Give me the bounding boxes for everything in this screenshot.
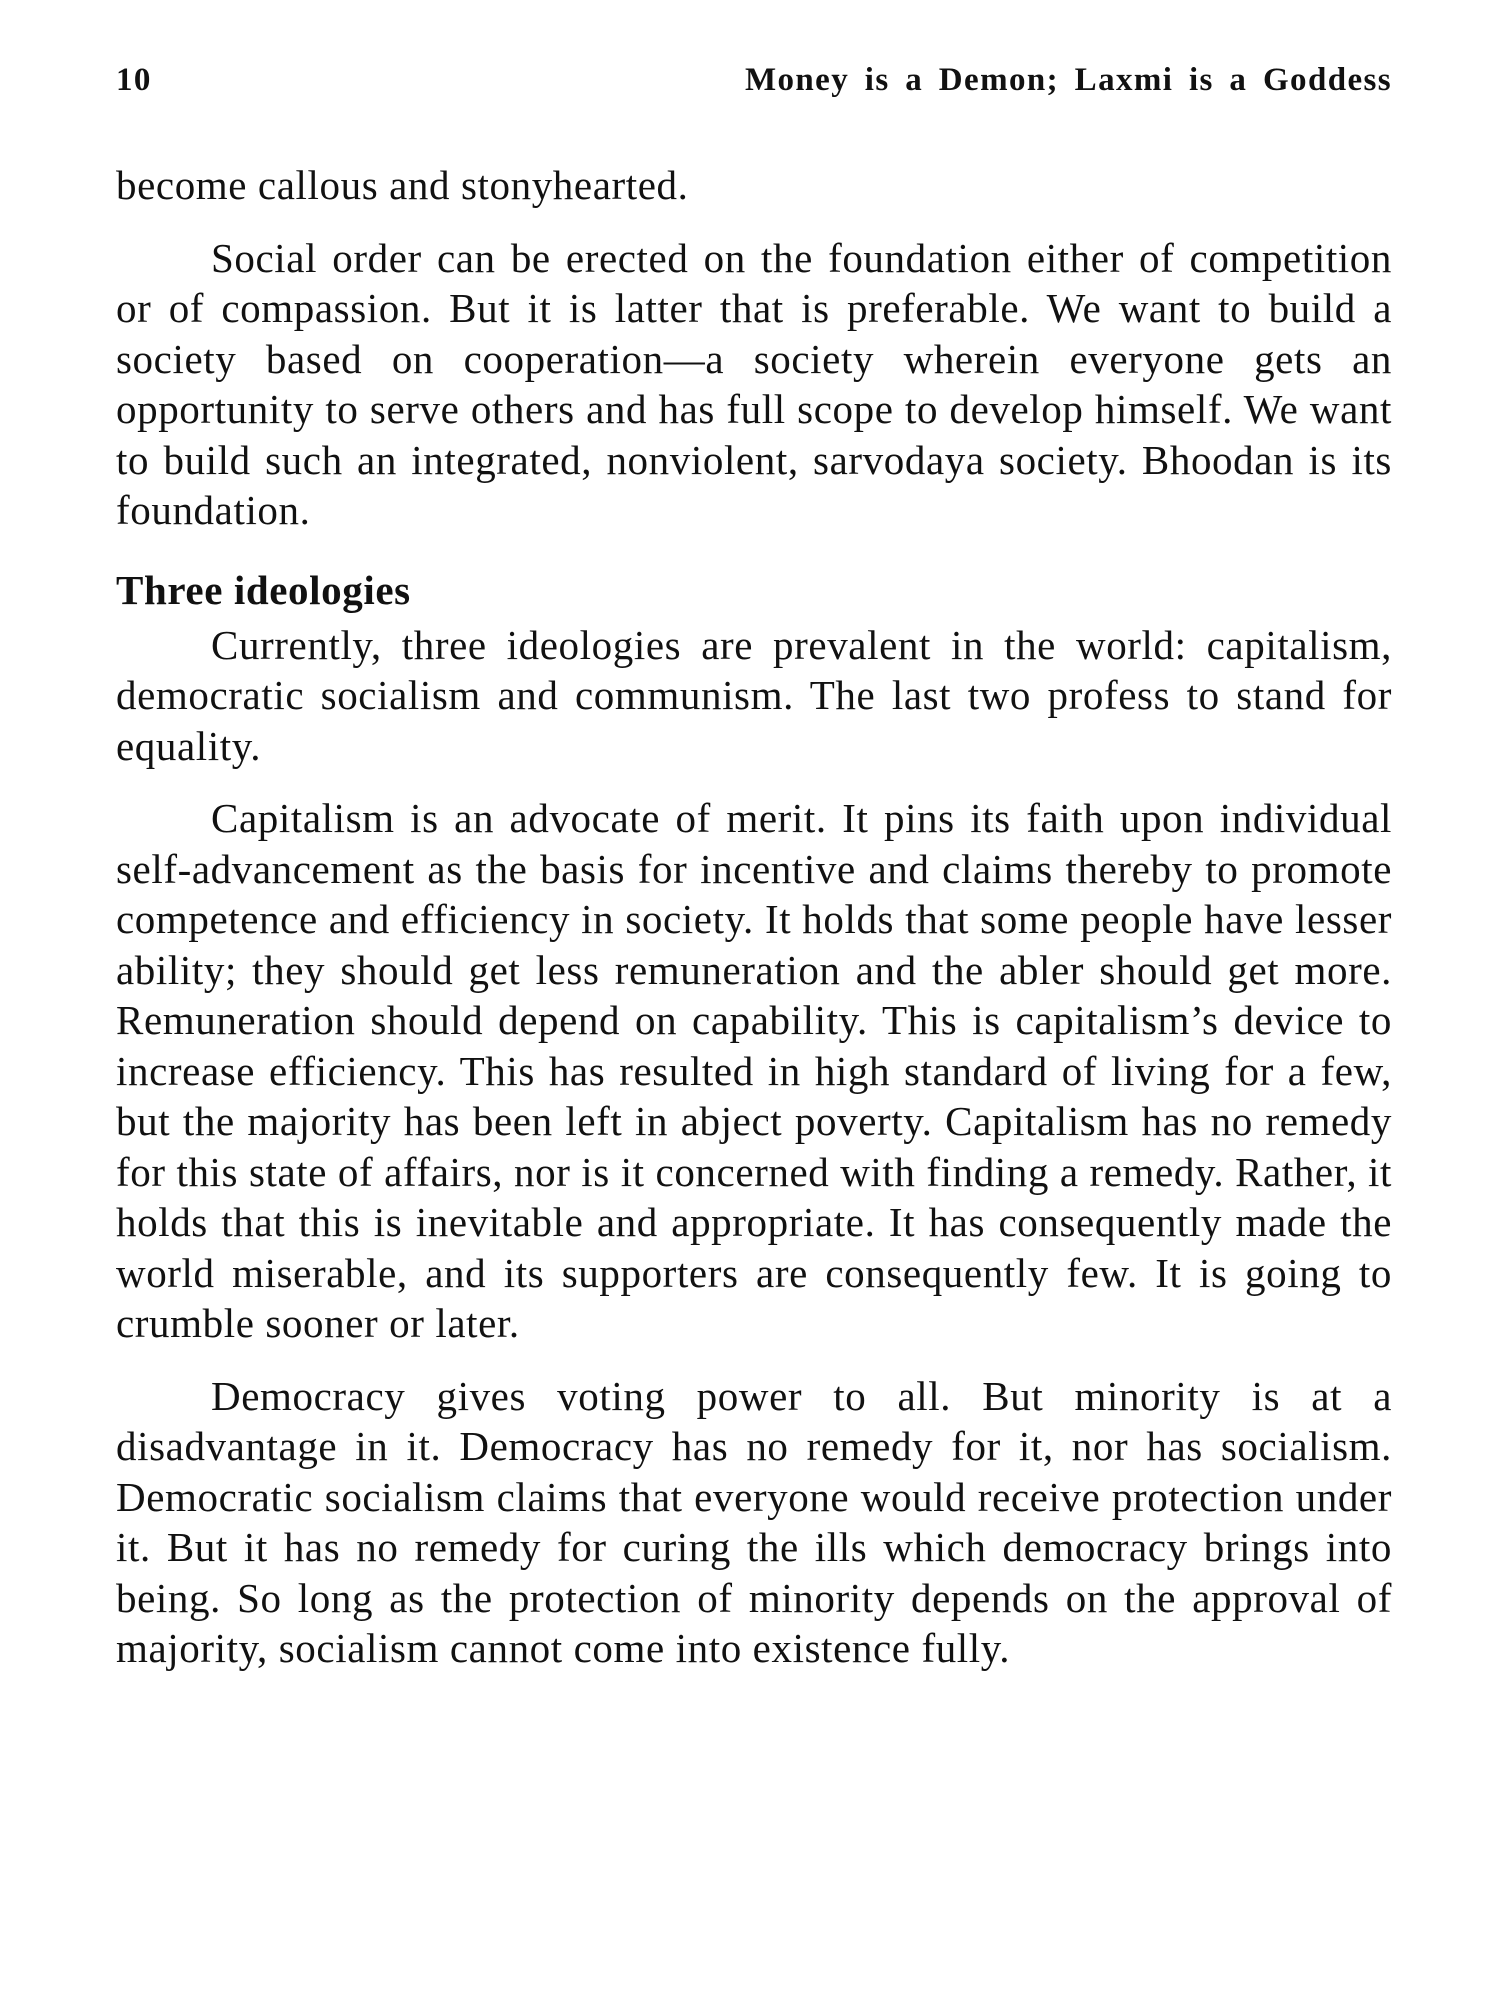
paragraph-social-order: Social order can be erected on the foundation either of competition or of compassion. But it is latter that is preferable. We want to build a society based on cooperation—a society wherein everyone gets an opportunity to serve others and has full scope to develop himself. We want to build such an integrated, nonviolent, sarvodaya society. Bhoodan is its foundation.: [116, 234, 1392, 533]
page-body: [116, 160, 1392, 1696]
paragraph-capitalism: Capitalism is an advocate of merit. It pins its faith upon individual self-advancement as the basis for incentive and claims thereby to promote competence and efficiency in society. It holds that some people have lesser ability; they should get less remuneration and the abler should get more. Remuneration should depend on capability. This is capitalism’s device to increase efficiency. This has resulted in high standard of living for a few, but the majority has been left in abject poverty. Capitalism has no remedy for this state of affairs, nor is it concerned with finding a remedy. Rather, it holds that this is inevitable and appropriate. It has consequently made the world miserable, and its supporters are consequently few. It is going to crumble sooner or later.: [116, 795, 1392, 1346]
section-heading: Three ideologies: [116, 566, 411, 613]
paragraph-continued: become callous and stonyhearted.: [116, 162, 689, 208]
running-title: Money is a Demon; Laxmi is a Goddess: [744, 62, 1392, 98]
running-header: [116, 50, 1392, 110]
paragraph-democracy: Democracy gives voting power to all. But minority is at a disadvantage in it. Democracy has no remedy for it, nor has socialism. Democratic socialism claims that everyone would receive protection under it. But it has no remedy for curing the ills which democracy brings into being. So long as the protection of minority depends on the approval of majority, socialism cannot come into existence fully.: [116, 1372, 1392, 1671]
paragraph-three-ideologies: Currently, three ideologies are prevalent in the world: capitalism, democratic socialism and communism. The last two profess to stand for equality.: [116, 621, 1392, 769]
page-number: 10: [116, 62, 152, 98]
book-page: [116, 50, 1392, 1980]
